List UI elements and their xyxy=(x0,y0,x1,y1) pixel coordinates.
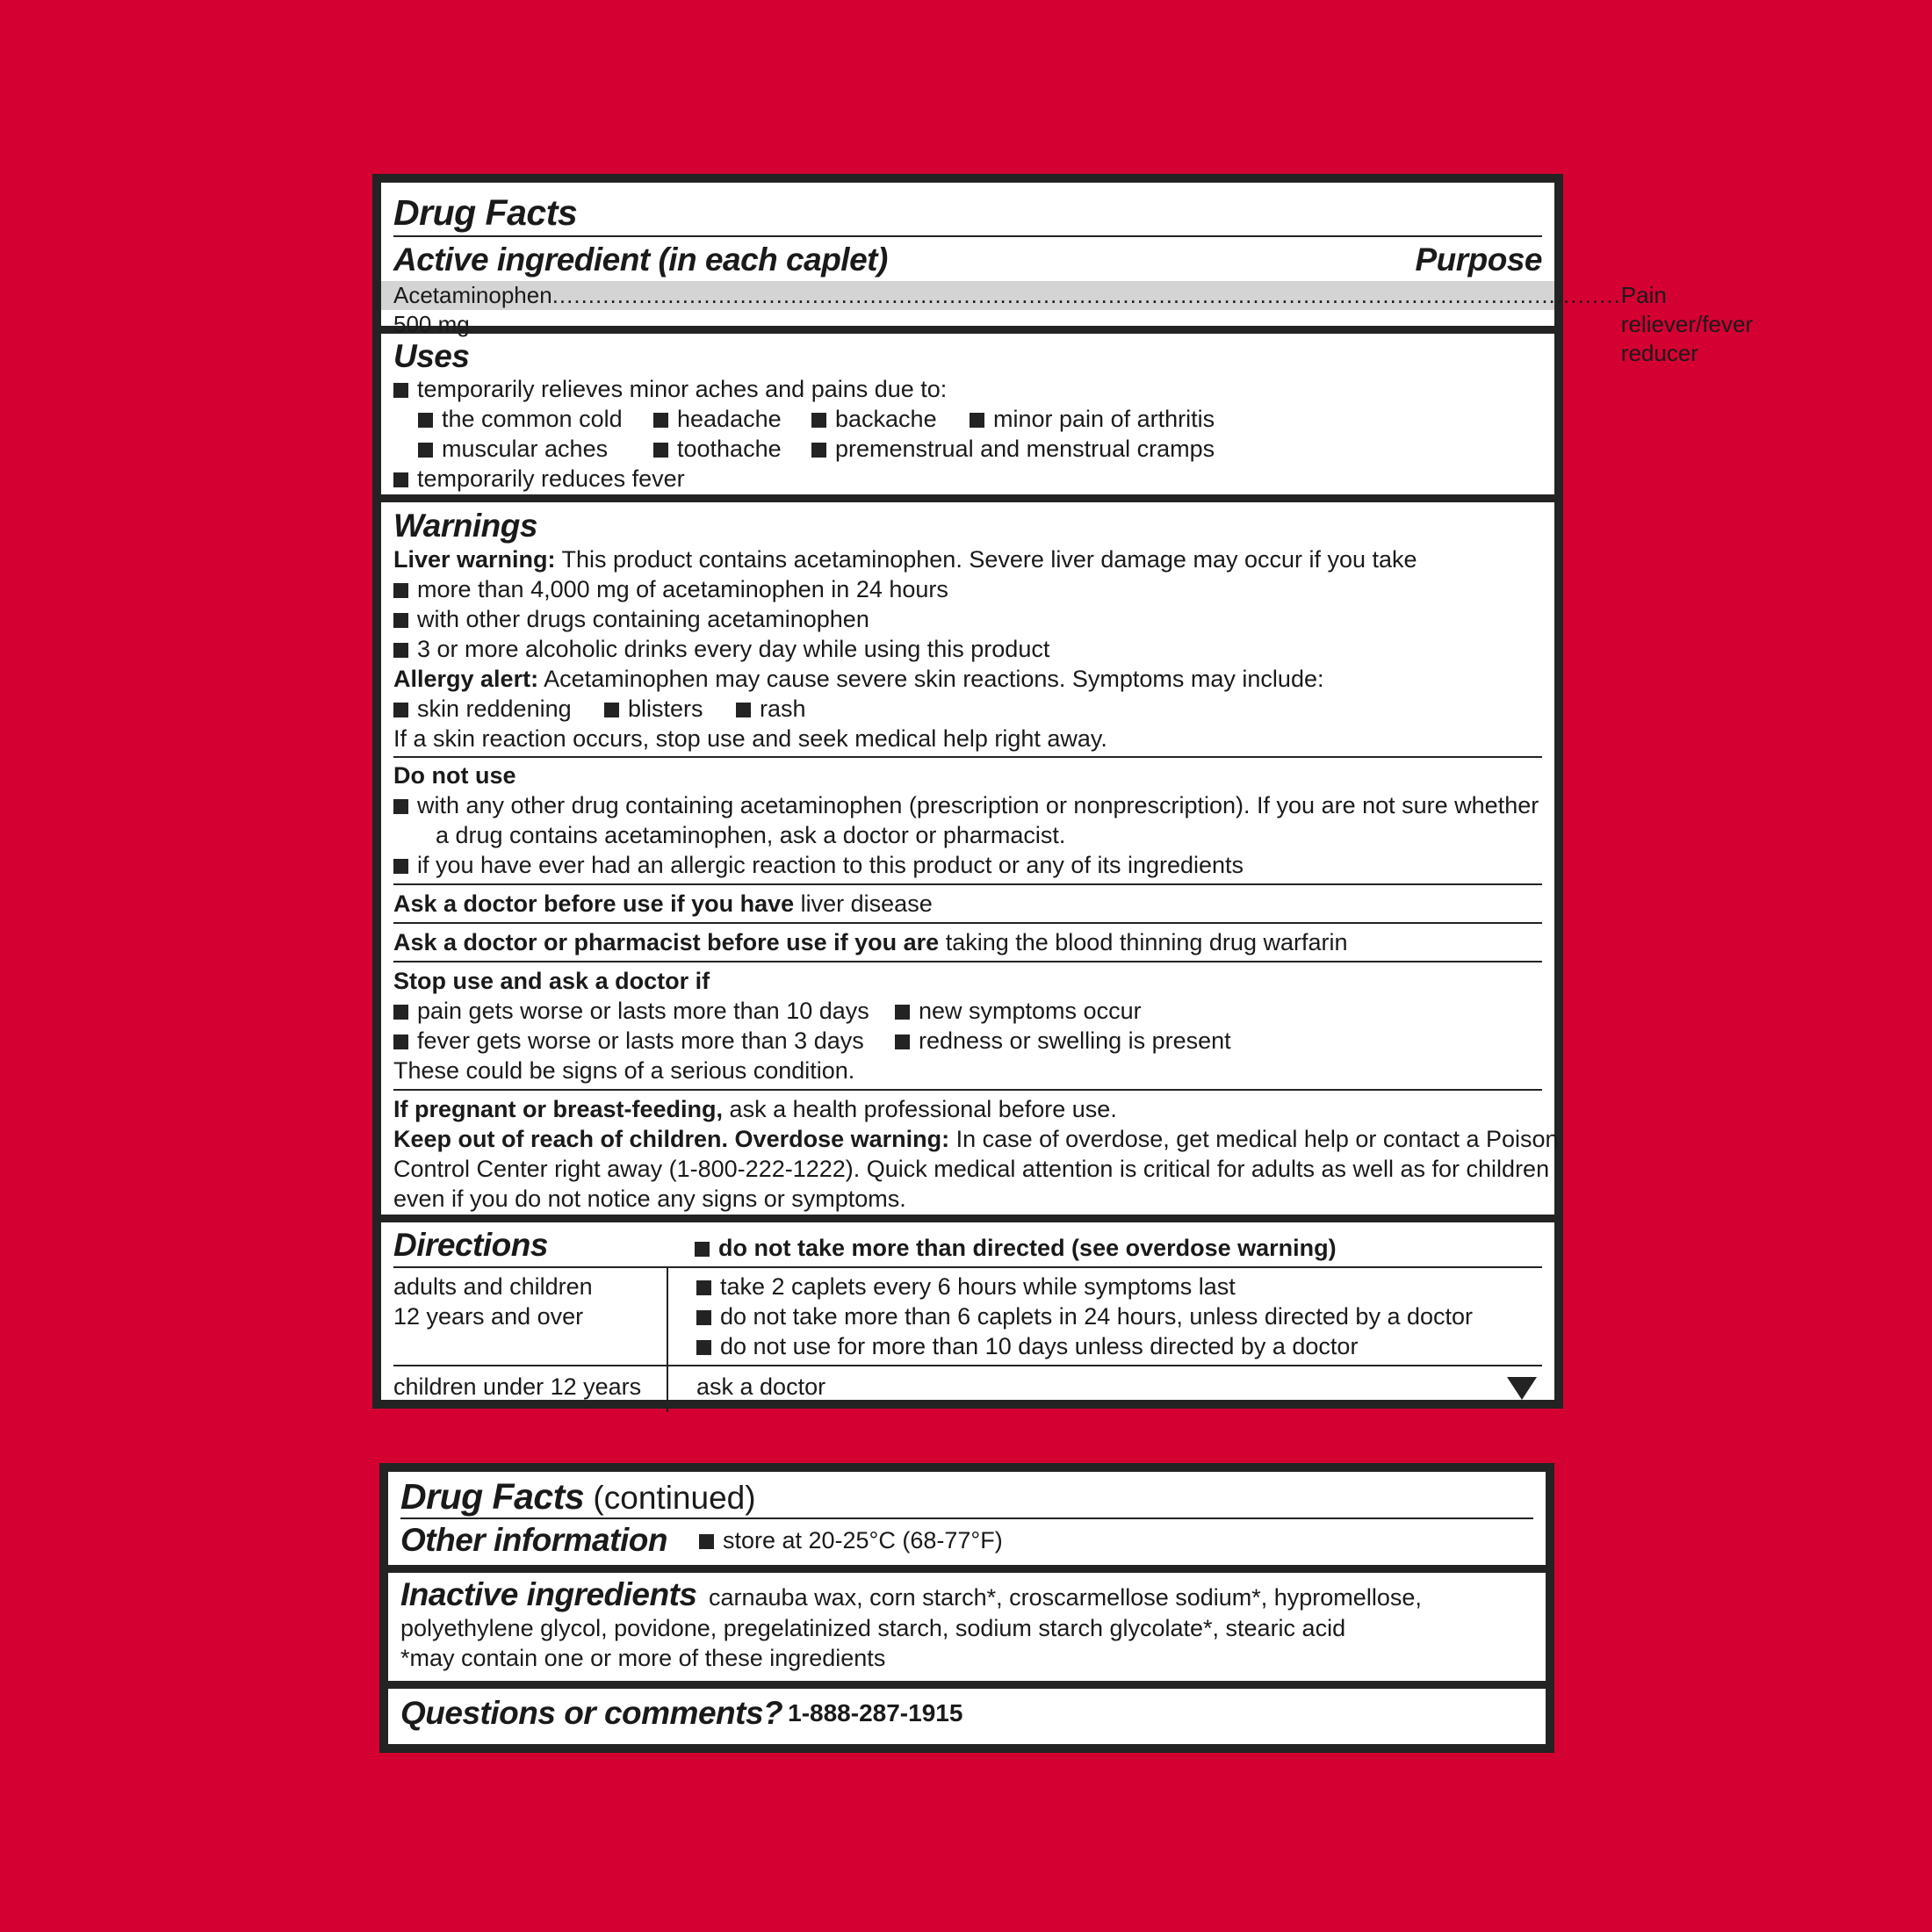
inactive-ingredients-section xyxy=(388,1573,1546,1681)
bullet-icon xyxy=(393,703,408,717)
bullet-icon xyxy=(604,703,619,717)
uses-item: headache xyxy=(677,406,782,432)
ask-doctor-text: liver disease xyxy=(794,890,933,917)
liver-item: 3 or more alcoholic drinks every day while using this product xyxy=(417,636,1050,662)
children-text: ask a doctor xyxy=(696,1373,826,1400)
directions-top-note: do not take more than directed (see overdose warning) xyxy=(718,1235,1337,1261)
bullet-icon xyxy=(418,443,433,458)
ask-pharmacist-text: taking the blood thinning drug warfarin xyxy=(939,929,1348,955)
stop-note: These could be signs of a serious condition. xyxy=(393,1057,855,1084)
bullet-icon xyxy=(393,613,408,628)
bullet-icon xyxy=(695,1242,710,1257)
purpose-heading: Purpose xyxy=(1415,242,1542,278)
section-divider xyxy=(388,1565,1546,1573)
allergy-item: rash xyxy=(760,696,806,722)
uses-line: temporarily reduces fever xyxy=(417,465,685,492)
leader-dots: .................................................................................................................................................... xyxy=(551,282,1621,308)
pregnancy-keep-out-block xyxy=(393,1089,1559,1217)
uses-line: temporarily relieves minor aches and pains due to: xyxy=(417,376,948,402)
bullet-icon xyxy=(393,472,408,487)
uses-row xyxy=(393,434,1542,464)
bullet-icon xyxy=(811,413,826,428)
section-divider xyxy=(388,1681,1546,1689)
keep-out-text-3: even if you do not notice any signs or symptoms. xyxy=(393,1186,906,1212)
directions-row-children xyxy=(393,1366,1542,1412)
uses-section xyxy=(381,334,1554,494)
stop-item: redness or swelling is present xyxy=(919,1027,1231,1054)
allergy-item: skin reddening xyxy=(417,696,572,722)
allergy-alert-label: Allergy alert: xyxy=(393,666,539,692)
do-not-use-item: with any other drug containing acetaminophen (prescription or nonprescription). If you are not sure whether xyxy=(417,792,1539,818)
bullet-icon xyxy=(895,1034,910,1049)
ingredient-name: Acetaminophen 500 mg xyxy=(393,282,552,337)
bullet-icon xyxy=(393,799,408,814)
do-not-use-block xyxy=(393,756,1542,883)
bullet-icon xyxy=(393,859,408,874)
inactive-ingredients-heading: Inactive ingredients xyxy=(400,1576,697,1612)
children-label: children under 12 years xyxy=(393,1373,642,1400)
other-information-item: store at 20-25°C (68-77°F) xyxy=(722,1527,1003,1554)
bullet-icon xyxy=(393,1005,408,1020)
continued-title: Drug Facts xyxy=(400,1476,585,1517)
inactive-ingredients-text: carnauba wax, corn starch*, croscarmellose sodium*, hypromellose, xyxy=(702,1584,1422,1611)
adults-label: adults and children xyxy=(393,1273,593,1300)
ask-pharmacist-block xyxy=(393,922,1542,961)
uses-item: the common cold xyxy=(442,406,623,432)
allergy-items xyxy=(393,694,1542,724)
liver-item: with other drugs containing acetaminophen xyxy=(417,606,869,632)
drug-facts-panel xyxy=(372,174,1754,1409)
directions-heading: Directions xyxy=(393,1227,548,1263)
inactive-ingredients-note: *may contain one or more of these ingredients xyxy=(400,1645,886,1671)
ask-pharmacist-label: Ask a doctor or pharmacist before use if you are xyxy=(393,929,940,955)
stop-item: pain gets worse or lasts more than 10 days xyxy=(417,998,869,1024)
bullet-icon xyxy=(393,583,408,598)
bullet-icon xyxy=(895,1005,910,1020)
bullet-icon xyxy=(393,643,408,658)
questions-heading: Questions or comments? xyxy=(400,1695,783,1731)
questions-phone: 1-888-287-1915 xyxy=(788,1699,963,1727)
uses-item: premenstrual and menstrual cramps xyxy=(835,436,1215,462)
questions-section xyxy=(388,1689,1546,1740)
active-ingredient-heading: Active ingredient (in each caplet) xyxy=(393,242,888,278)
do-not-use-item: if you have ever had an allergic reaction to this product or any of its ingredients xyxy=(417,852,1244,878)
adults-item: take 2 caplets every 6 hours while symptoms last xyxy=(720,1273,1236,1300)
liver-item: more than 4,000 mg of acetaminophen in 24 hours xyxy=(417,576,948,602)
stop-item: new symptoms occur xyxy=(919,998,1142,1024)
section-divider xyxy=(381,494,1554,502)
allergy-item: blisters xyxy=(628,696,703,722)
bullet-icon xyxy=(653,443,668,458)
pregnant-label: If pregnant or breast-feeding, xyxy=(393,1096,724,1122)
bullet-icon xyxy=(696,1280,711,1295)
uses-heading: Uses xyxy=(393,338,470,374)
warnings-heading: Warnings xyxy=(393,508,537,544)
keep-out-text: In case of overdose, get medical help or contact a Poison xyxy=(949,1126,1559,1152)
do-not-use-heading: Do not use xyxy=(393,762,516,789)
warnings-section xyxy=(381,502,1559,1215)
liver-warning-label: Liver warning: xyxy=(393,546,556,573)
bullet-icon xyxy=(393,383,408,398)
uses-row xyxy=(393,404,1542,434)
drug-facts-continued-panel xyxy=(379,1463,1554,1753)
other-information-section xyxy=(388,1472,1546,1565)
adults-label-2: 12 years and over xyxy=(393,1303,584,1330)
continued-arrow-icon xyxy=(1507,1377,1537,1400)
inactive-ingredients-text-2: polyethylene glycol, povidone, pregelatinized starch, sodium starch glycolate*, stearic acid xyxy=(400,1615,1346,1641)
adults-item: do not use for more than 10 days unless directed by a doctor xyxy=(720,1333,1359,1359)
bullet-icon xyxy=(736,703,751,717)
stop-use-heading: Stop use and ask a doctor if xyxy=(393,968,710,994)
directions-section xyxy=(381,1222,1554,1414)
adults-item: do not take more than 6 caplets in 24 hours, unless directed by a doctor xyxy=(720,1303,1474,1330)
liver-warning-text: This product contains acetaminophen. Severe liver damage may occur if you take xyxy=(555,546,1417,573)
do-not-use-item-cont: a drug contains acetaminophen, ask a doctor or pharmacist. xyxy=(436,822,1066,848)
bullet-icon xyxy=(418,413,433,428)
directions-row-adults xyxy=(393,1268,1542,1365)
ingredient-purpose: Pain reliever/fever reducer xyxy=(1620,282,1754,366)
stop-item: fever gets worse or lasts more than 3 days xyxy=(417,1027,864,1054)
bullet-icon xyxy=(811,443,826,458)
other-information-heading: Other information xyxy=(400,1522,667,1558)
bullet-icon xyxy=(699,1534,714,1549)
stop-use-block xyxy=(393,961,1542,1089)
pregnant-text: ask a health professional before use. xyxy=(723,1096,1117,1122)
ask-doctor-label: Ask a doctor before use if you have xyxy=(393,890,795,917)
keep-out-text-2: Control Center right away (1-800-222-1222). Quick medical attention is critical for adults as well as for children xyxy=(393,1156,1550,1182)
section-divider xyxy=(381,326,1554,334)
bullet-icon xyxy=(970,413,984,428)
allergy-alert-text: Acetaminophen may cause severe skin reactions. Symptoms may include: xyxy=(538,666,1324,692)
uses-item: muscular aches xyxy=(442,436,609,462)
continued-title-suffix: (continued) xyxy=(584,1480,756,1516)
uses-item: backache xyxy=(835,406,937,432)
panel-title: Drug Facts xyxy=(393,192,578,233)
bullet-icon xyxy=(653,413,668,428)
bullet-icon xyxy=(696,1340,711,1355)
bullet-icon xyxy=(393,1034,408,1049)
keep-out-label: Keep out of reach of children. Overdose warning: xyxy=(393,1126,950,1152)
ask-doctor-block xyxy=(393,883,1542,922)
uses-item: minor pain of arthritis xyxy=(993,406,1215,432)
uses-item: toothache xyxy=(677,436,782,462)
skin-reaction-text: If a skin reaction occurs, stop use and seek medical help right away. xyxy=(393,725,1107,752)
bullet-icon xyxy=(696,1310,711,1325)
